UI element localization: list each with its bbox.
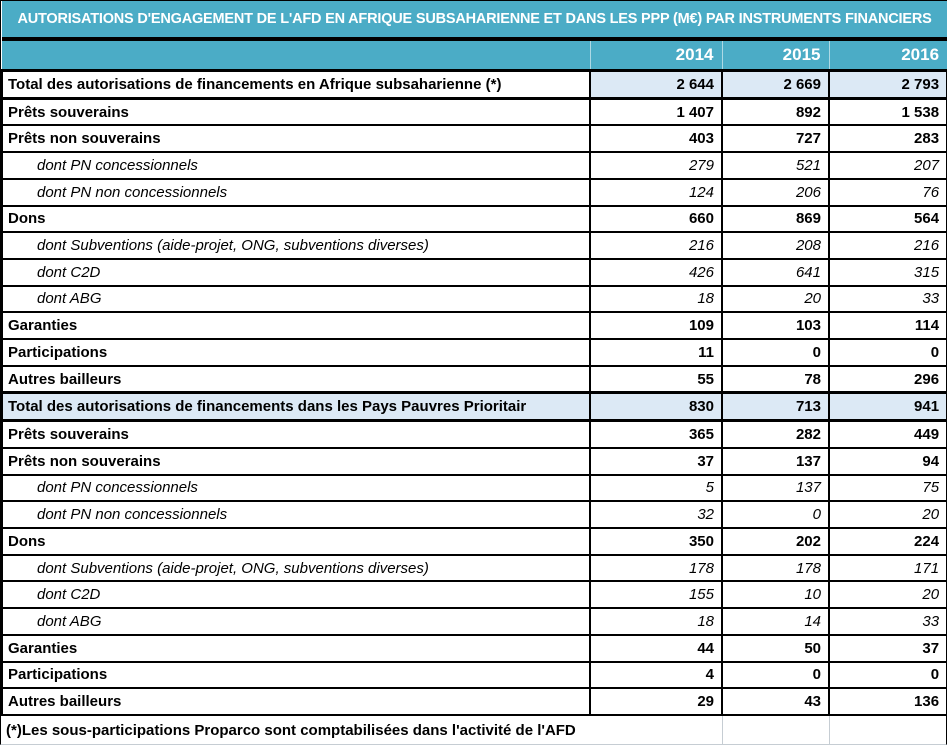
table-row bbox=[2, 501, 947, 528]
table-body bbox=[2, 71, 947, 716]
cell-2014: 18 bbox=[590, 608, 722, 635]
cell-2016: 2 793 bbox=[829, 71, 947, 99]
cell-2015: 43 bbox=[722, 688, 829, 715]
cell-2014: 403 bbox=[590, 125, 722, 152]
cell-2016: 0 bbox=[829, 339, 947, 366]
table-row bbox=[2, 528, 947, 555]
cell-2015: 282 bbox=[722, 421, 829, 448]
row-label: Dons bbox=[2, 206, 590, 233]
cell-2014: 29 bbox=[590, 688, 722, 715]
cell-2014: 365 bbox=[590, 421, 722, 448]
cell-2014: 44 bbox=[590, 635, 722, 662]
cell-2015: 202 bbox=[722, 528, 829, 555]
table-row bbox=[2, 475, 947, 502]
cell-2015: 78 bbox=[722, 366, 829, 393]
cell-2016: 207 bbox=[829, 152, 947, 179]
cell-2014: 5 bbox=[590, 475, 722, 502]
cell-2015: 521 bbox=[722, 152, 829, 179]
cell-2015: 178 bbox=[722, 555, 829, 582]
row-label: Prêts non souverains bbox=[2, 125, 590, 152]
table-row bbox=[2, 98, 947, 125]
cell-2014: 1 407 bbox=[590, 98, 722, 125]
cell-2014: 18 bbox=[590, 286, 722, 313]
row-label: Total des autorisations de financements en Afrique subsaharienne (*) bbox=[2, 71, 590, 99]
cell-2015: 892 bbox=[722, 98, 829, 125]
cell-2016: 114 bbox=[829, 312, 947, 339]
table-row bbox=[2, 259, 947, 286]
footnote-empty-cell bbox=[829, 715, 947, 744]
row-label: dont C2D bbox=[2, 581, 590, 608]
cell-2014: 32 bbox=[590, 501, 722, 528]
row-label: dont PN concessionnels bbox=[2, 152, 590, 179]
table-row bbox=[2, 608, 947, 635]
cell-2014: 2 644 bbox=[590, 71, 722, 99]
financing-table bbox=[1, 1, 947, 744]
cell-2016: 136 bbox=[829, 688, 947, 715]
table-row bbox=[2, 662, 947, 689]
table-row bbox=[2, 581, 947, 608]
row-label: Dons bbox=[2, 528, 590, 555]
table-title: AUTORISATIONS D'ENGAGEMENT DE L'AFD EN AFRIQUE SUBSAHARIENNE ET DANS LES PPP (M€) PAR INSTRUMENTS FINANCIERS bbox=[2, 1, 947, 39]
cell-2015: 0 bbox=[722, 662, 829, 689]
table-row bbox=[2, 152, 947, 179]
cell-2014: 124 bbox=[590, 179, 722, 206]
table-row bbox=[2, 179, 947, 206]
cell-2016: 33 bbox=[829, 286, 947, 313]
footnote-empty-cell bbox=[722, 715, 829, 744]
year-header-spacer bbox=[2, 39, 590, 71]
row-label: dont Subventions (aide-projet, ONG, subventions diverses) bbox=[2, 555, 590, 582]
cell-2015: 137 bbox=[722, 475, 829, 502]
table-row bbox=[2, 232, 947, 259]
row-label: Prêts souverains bbox=[2, 98, 590, 125]
row-label: Prêts souverains bbox=[2, 421, 590, 448]
row-label: Garanties bbox=[2, 635, 590, 662]
cell-2014: 216 bbox=[590, 232, 722, 259]
row-label: dont ABG bbox=[2, 286, 590, 313]
row-label: dont ABG bbox=[2, 608, 590, 635]
cell-2014: 55 bbox=[590, 366, 722, 393]
cell-2015: 206 bbox=[722, 179, 829, 206]
table-row bbox=[2, 393, 947, 421]
cell-2014: 155 bbox=[590, 581, 722, 608]
cell-2014: 350 bbox=[590, 528, 722, 555]
year-header-row bbox=[2, 39, 947, 71]
row-label: Autres bailleurs bbox=[2, 688, 590, 715]
table-row bbox=[2, 206, 947, 233]
row-label: dont Subventions (aide-projet, ONG, subventions diverses) bbox=[2, 232, 590, 259]
cell-2016: 216 bbox=[829, 232, 947, 259]
row-label: Total des autorisations de financements dans les Pays Pauvres Prioritair bbox=[2, 393, 590, 421]
table-row bbox=[2, 421, 947, 448]
year-header-2016: 2016 bbox=[829, 39, 947, 71]
row-label: Participations bbox=[2, 339, 590, 366]
cell-2014: 178 bbox=[590, 555, 722, 582]
cell-2015: 641 bbox=[722, 259, 829, 286]
cell-2016: 283 bbox=[829, 125, 947, 152]
cell-2015: 0 bbox=[722, 339, 829, 366]
cell-2014: 109 bbox=[590, 312, 722, 339]
row-label: Prêts non souverains bbox=[2, 448, 590, 475]
cell-2014: 279 bbox=[590, 152, 722, 179]
cell-2015: 713 bbox=[722, 393, 829, 421]
row-label: dont PN concessionnels bbox=[2, 475, 590, 502]
cell-2014: 4 bbox=[590, 662, 722, 689]
footnote-text: (*)Les sous-participations Proparco sont comptabilisées dans l'activité de l'AFD bbox=[2, 715, 722, 744]
table-row bbox=[2, 366, 947, 393]
year-header-2014: 2014 bbox=[590, 39, 722, 71]
row-label: Participations bbox=[2, 662, 590, 689]
table-row bbox=[2, 339, 947, 366]
cell-2014: 426 bbox=[590, 259, 722, 286]
cell-2015: 10 bbox=[722, 581, 829, 608]
title-row bbox=[2, 1, 947, 39]
cell-2016: 20 bbox=[829, 501, 947, 528]
cell-2015: 103 bbox=[722, 312, 829, 339]
cell-2014: 830 bbox=[590, 393, 722, 421]
row-label: dont C2D bbox=[2, 259, 590, 286]
cell-2015: 20 bbox=[722, 286, 829, 313]
cell-2014: 660 bbox=[590, 206, 722, 233]
cell-2016: 76 bbox=[829, 179, 947, 206]
cell-2016: 449 bbox=[829, 421, 947, 448]
cell-2016: 20 bbox=[829, 581, 947, 608]
cell-2016: 0 bbox=[829, 662, 947, 689]
cell-2016: 1 538 bbox=[829, 98, 947, 125]
table-row bbox=[2, 688, 947, 715]
row-label: dont PN non concessionnels bbox=[2, 501, 590, 528]
table-row bbox=[2, 312, 947, 339]
table-row bbox=[2, 125, 947, 152]
cell-2016: 296 bbox=[829, 366, 947, 393]
cell-2015: 14 bbox=[722, 608, 829, 635]
cell-2016: 941 bbox=[829, 393, 947, 421]
cell-2016: 315 bbox=[829, 259, 947, 286]
cell-2016: 33 bbox=[829, 608, 947, 635]
cell-2015: 50 bbox=[722, 635, 829, 662]
cell-2015: 2 669 bbox=[722, 71, 829, 99]
cell-2015: 0 bbox=[722, 501, 829, 528]
footnote-row bbox=[2, 715, 947, 744]
row-label: dont PN non concessionnels bbox=[2, 179, 590, 206]
cell-2016: 224 bbox=[829, 528, 947, 555]
cell-2015: 727 bbox=[722, 125, 829, 152]
table-row bbox=[2, 635, 947, 662]
table-row bbox=[2, 555, 947, 582]
row-label: Garanties bbox=[2, 312, 590, 339]
cell-2015: 869 bbox=[722, 206, 829, 233]
cell-2016: 75 bbox=[829, 475, 947, 502]
cell-2016: 37 bbox=[829, 635, 947, 662]
cell-2014: 11 bbox=[590, 339, 722, 366]
table-row bbox=[2, 286, 947, 313]
table-row bbox=[2, 448, 947, 475]
row-label: Autres bailleurs bbox=[2, 366, 590, 393]
cell-2016: 171 bbox=[829, 555, 947, 582]
cell-2016: 94 bbox=[829, 448, 947, 475]
cell-2014: 37 bbox=[590, 448, 722, 475]
year-header-2015: 2015 bbox=[722, 39, 829, 71]
cell-2015: 208 bbox=[722, 232, 829, 259]
cell-2015: 137 bbox=[722, 448, 829, 475]
cell-2016: 564 bbox=[829, 206, 947, 233]
table-row bbox=[2, 71, 947, 99]
